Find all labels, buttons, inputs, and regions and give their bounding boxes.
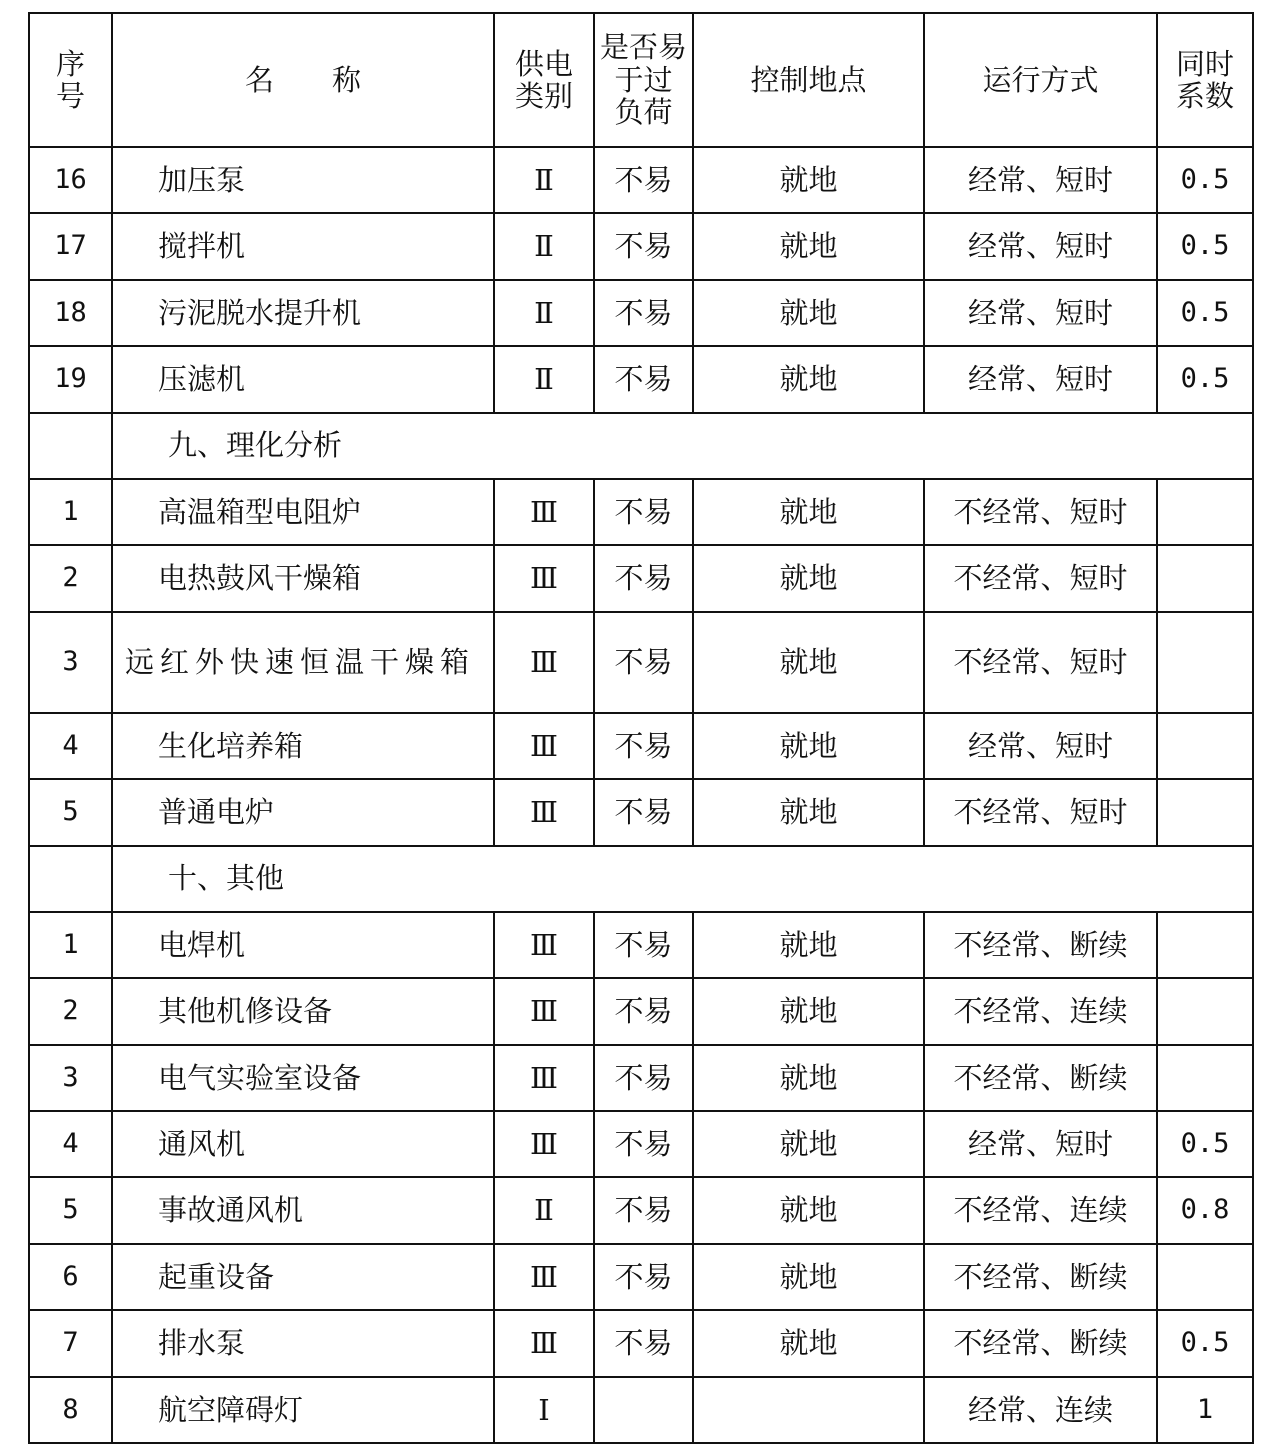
section-seq-cell	[29, 846, 112, 912]
control-location-cell: 就地	[693, 779, 924, 845]
seq-cell: 16	[29, 147, 112, 213]
control-location-cell: 就地	[693, 978, 924, 1044]
overload-cell: 不易	[594, 1177, 693, 1243]
operation-mode-cell: 经常、短时	[924, 346, 1157, 412]
table-row	[29, 612, 1253, 713]
header-seq: 序 号	[29, 13, 112, 147]
overload-cell: 不易	[594, 1111, 693, 1177]
table-row	[29, 280, 1253, 346]
operation-mode-cell: 不经常、短时	[924, 779, 1157, 845]
coefficient-cell: 1	[1157, 1377, 1253, 1444]
operation-mode-cell: 不经常、连续	[924, 978, 1157, 1044]
name-cell: 压滤机	[112, 346, 494, 412]
overload-cell: 不易	[594, 779, 693, 845]
operation-mode-cell: 不经常、断续	[924, 1045, 1157, 1111]
name-cell: 电焊机	[112, 912, 494, 978]
table-row	[29, 779, 1253, 845]
table-row	[29, 1177, 1253, 1243]
seq-cell: 1	[29, 912, 112, 978]
supply-class-cell: Ⅲ	[494, 479, 594, 545]
supply-class-cell: Ⅲ	[494, 912, 594, 978]
seq-cell: 6	[29, 1244, 112, 1310]
name-cell: 电热鼓风干燥箱	[112, 545, 494, 611]
operation-mode-cell: 经常、短时	[924, 280, 1157, 346]
coefficient-cell	[1157, 1244, 1253, 1310]
coefficient-cell: 0.5	[1157, 1111, 1253, 1177]
overload-cell: 不易	[594, 479, 693, 545]
control-location-cell: 就地	[693, 912, 924, 978]
supply-class-cell: Ⅲ	[494, 1045, 594, 1111]
coefficient-cell: 0.5	[1157, 213, 1253, 279]
table-row	[29, 912, 1253, 978]
coefficient-cell	[1157, 978, 1253, 1044]
supply-class-cell: Ⅲ	[494, 713, 594, 779]
table-row	[29, 479, 1253, 545]
operation-mode-cell: 不经常、断续	[924, 1244, 1157, 1310]
control-location-cell: 就地	[693, 1244, 924, 1310]
seq-cell: 18	[29, 280, 112, 346]
name-cell: 普通电炉	[112, 779, 494, 845]
overload-cell: 不易	[594, 280, 693, 346]
operation-mode-cell: 不经常、断续	[924, 1310, 1157, 1376]
name-cell: 搅拌机	[112, 213, 494, 279]
table-row	[29, 1045, 1253, 1111]
seq-cell: 7	[29, 1310, 112, 1376]
table-row	[29, 1244, 1253, 1310]
coefficient-cell: 0.5	[1157, 1310, 1253, 1376]
supply-class-cell: Ⅲ	[494, 978, 594, 1044]
overload-cell: 不易	[594, 713, 693, 779]
name-cell: 电气实验室设备	[112, 1045, 494, 1111]
control-location-cell: 就地	[693, 346, 924, 412]
control-location-cell: 就地	[693, 1177, 924, 1243]
seq-cell: 8	[29, 1377, 112, 1444]
seq-cell: 4	[29, 1111, 112, 1177]
header-supply: 供电 类别	[494, 13, 594, 147]
overload-cell	[594, 1377, 693, 1444]
header-control: 控制地点	[693, 13, 924, 147]
seq-cell: 4	[29, 713, 112, 779]
overload-cell: 不易	[594, 978, 693, 1044]
control-location-cell: 就地	[693, 479, 924, 545]
seq-cell: 3	[29, 1045, 112, 1111]
section-row	[29, 846, 1253, 912]
control-location-cell: 就地	[693, 213, 924, 279]
name-text: 远红外快速恒温干燥箱	[125, 644, 476, 679]
coefficient-cell	[1157, 1045, 1253, 1111]
control-location-cell: 就地	[693, 280, 924, 346]
section-title: 九、理化分析	[112, 413, 1253, 479]
supply-class-cell: Ⅰ	[494, 1377, 594, 1444]
table-row	[29, 1377, 1253, 1444]
overload-cell: 不易	[594, 612, 693, 713]
name-cell: 高温箱型电阻炉	[112, 479, 494, 545]
header-name: 名 称	[112, 13, 494, 147]
overload-cell: 不易	[594, 545, 693, 611]
seq-cell: 2	[29, 978, 112, 1044]
name-cell: 生化培养箱	[112, 713, 494, 779]
operation-mode-cell: 不经常、断续	[924, 912, 1157, 978]
coefficient-cell: 0.5	[1157, 147, 1253, 213]
name-cell: 其他机修设备	[112, 978, 494, 1044]
operation-mode-cell: 不经常、短时	[924, 612, 1157, 713]
supply-class-cell: Ⅱ	[494, 147, 594, 213]
coefficient-cell	[1157, 912, 1253, 978]
supply-class-cell: Ⅱ	[494, 213, 594, 279]
name-cell: 航空障碍灯	[112, 1377, 494, 1444]
table-row	[29, 1111, 1253, 1177]
operation-mode-cell: 经常、短时	[924, 147, 1157, 213]
supply-class-cell: Ⅱ	[494, 280, 594, 346]
name-cell: 通风机	[112, 1111, 494, 1177]
coefficient-cell	[1157, 479, 1253, 545]
section-seq-cell	[29, 413, 112, 479]
name-cell: 排水泵	[112, 1310, 494, 1376]
control-location-cell: 就地	[693, 147, 924, 213]
table-row	[29, 713, 1253, 779]
overload-cell: 不易	[594, 1310, 693, 1376]
table-row	[29, 1310, 1253, 1376]
overload-cell: 不易	[594, 912, 693, 978]
name-cell: 起重设备	[112, 1244, 494, 1310]
coefficient-cell	[1157, 713, 1253, 779]
supply-class-cell: Ⅱ	[494, 346, 594, 412]
equipment-load-table	[28, 12, 1254, 1444]
header-mode: 运行方式	[924, 13, 1157, 147]
operation-mode-cell: 经常、连续	[924, 1377, 1157, 1444]
table-row	[29, 147, 1253, 213]
control-location-cell	[693, 1377, 924, 1444]
coefficient-cell	[1157, 612, 1253, 713]
operation-mode-cell: 经常、短时	[924, 1111, 1157, 1177]
name-cell: 加压泵	[112, 147, 494, 213]
overload-cell: 不易	[594, 147, 693, 213]
operation-mode-cell: 经常、短时	[924, 213, 1157, 279]
coefficient-cell: 0.5	[1157, 346, 1253, 412]
overload-cell: 不易	[594, 1045, 693, 1111]
section-row	[29, 413, 1253, 479]
seq-cell: 2	[29, 545, 112, 611]
operation-mode-cell: 经常、短时	[924, 713, 1157, 779]
supply-class-cell: Ⅲ	[494, 1244, 594, 1310]
name-cell: 事故通风机	[112, 1177, 494, 1243]
name-cell: 污泥脱水提升机	[112, 280, 494, 346]
control-location-cell: 就地	[693, 1045, 924, 1111]
control-location-cell: 就地	[693, 713, 924, 779]
seq-cell: 3	[29, 612, 112, 713]
operation-mode-cell: 不经常、短时	[924, 545, 1157, 611]
seq-cell: 5	[29, 779, 112, 845]
operation-mode-cell: 不经常、连续	[924, 1177, 1157, 1243]
supply-class-cell: Ⅲ	[494, 1310, 594, 1376]
supply-class-cell: Ⅲ	[494, 1111, 594, 1177]
control-location-cell: 就地	[693, 1310, 924, 1376]
operation-mode-cell: 不经常、短时	[924, 479, 1157, 545]
table-row	[29, 346, 1253, 412]
control-location-cell: 就地	[693, 612, 924, 713]
seq-cell: 1	[29, 479, 112, 545]
seq-cell: 19	[29, 346, 112, 412]
table-row	[29, 545, 1253, 611]
seq-cell: 17	[29, 213, 112, 279]
header-row	[29, 13, 1253, 147]
section-title: 十、其他	[112, 846, 1253, 912]
overload-cell: 不易	[594, 213, 693, 279]
supply-class-cell: Ⅲ	[494, 612, 594, 713]
name-cell	[112, 612, 494, 713]
control-location-cell: 就地	[693, 545, 924, 611]
header-coef: 同时 系数	[1157, 13, 1253, 147]
supply-class-cell: Ⅲ	[494, 779, 594, 845]
supply-class-cell: Ⅲ	[494, 545, 594, 611]
coefficient-cell	[1157, 545, 1253, 611]
overload-cell: 不易	[594, 346, 693, 412]
supply-class-cell: Ⅱ	[494, 1177, 594, 1243]
table-body	[29, 147, 1253, 1443]
overload-cell: 不易	[594, 1244, 693, 1310]
coefficient-cell	[1157, 779, 1253, 845]
coefficient-cell: 0.5	[1157, 280, 1253, 346]
header-overload: 是否易 于过 负荷	[594, 13, 693, 147]
coefficient-cell: 0.8	[1157, 1177, 1253, 1243]
control-location-cell: 就地	[693, 1111, 924, 1177]
table-row	[29, 213, 1253, 279]
table-row	[29, 978, 1253, 1044]
seq-cell: 5	[29, 1177, 112, 1243]
